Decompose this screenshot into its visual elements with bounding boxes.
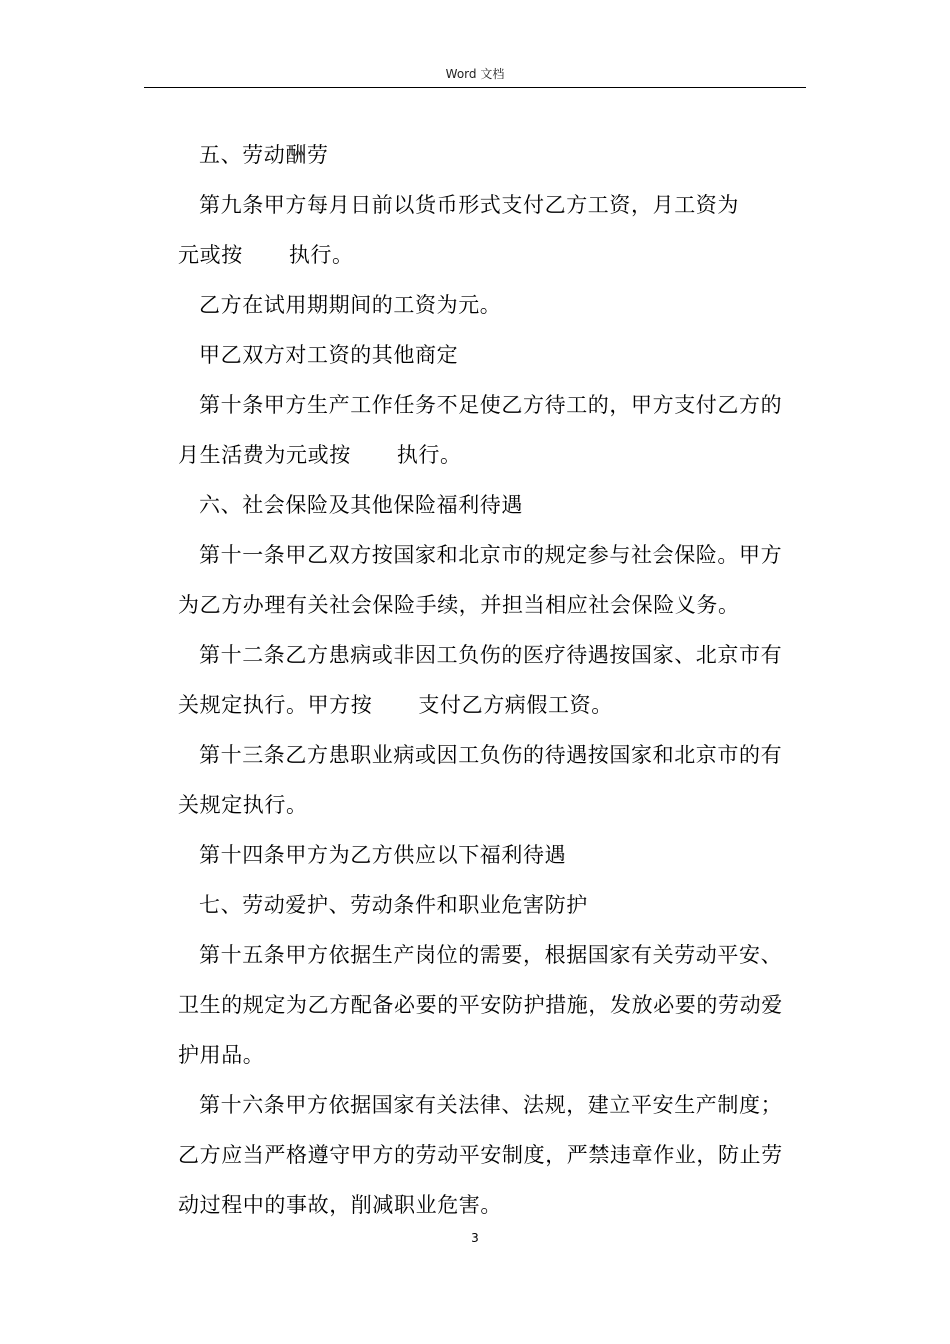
article-9: 第九条甲方每月日前以货币形式支付乙方工资，月工资为 bbox=[199, 193, 739, 217]
article-15-cont-2: 护用品。 bbox=[178, 1043, 265, 1067]
article-10-cont: 月生活费为元或按 执行。 bbox=[178, 443, 462, 467]
article-12: 第十二条乙方患病或非因工负伤的医疗待遇按国家、北京市有 bbox=[199, 643, 783, 667]
article-11: 第十一条甲乙双方按国家和北京市的规定参与社会保险。甲方 bbox=[199, 543, 783, 567]
other-wage-agreement: 甲乙双方对工资的其他商定 bbox=[199, 343, 459, 367]
article-9-cont: 元或按 执行。 bbox=[178, 243, 354, 267]
article-13: 第十三条乙方患职业病或因工负伤的待遇按国家和北京市的有 bbox=[199, 743, 783, 767]
article-15-cont-1: 卫生的规定为乙方配备必要的平安防护措施，发放必要的劳动爱 bbox=[178, 993, 783, 1017]
article-11-cont: 为乙方办理有关社会保险手续，并担当相应社会保险义务。 bbox=[178, 593, 740, 617]
page-number: 3 bbox=[471, 1231, 479, 1245]
article-16-cont-2: 动过程中的事故，削减职业危害。 bbox=[178, 1193, 502, 1217]
document-body bbox=[178, 130, 810, 1230]
article-16-cont-1: 乙方应当严格遵守甲方的劳动平安制度，严禁违章作业，防止劳 bbox=[178, 1143, 783, 1167]
article-16: 第十六条甲方依据国家有关法律、法规，建立平安生产制度； bbox=[199, 1093, 783, 1117]
section-heading-7: 七、劳动爱护、劳动条件和职业危害防护 bbox=[199, 893, 588, 917]
article-13-cont: 关规定执行。 bbox=[178, 793, 308, 817]
article-12-cont: 关规定执行。甲方按 支付乙方病假工资。 bbox=[178, 693, 613, 717]
probation-wage: 乙方在试用期期间的工资为元。 bbox=[199, 293, 502, 317]
header-divider bbox=[144, 87, 806, 88]
page-header: Word 文档 bbox=[445, 67, 505, 81]
section-heading-6: 六、社会保险及其他保险福利待遇 bbox=[199, 493, 523, 517]
article-14: 第十四条甲方为乙方供应以下福利待遇 bbox=[199, 843, 567, 867]
article-15: 第十五条甲方依据生产岗位的需要，根据国家有关劳动平安、 bbox=[199, 943, 783, 967]
article-10: 第十条甲方生产工作任务不足使乙方待工的，甲方支付乙方的 bbox=[199, 393, 783, 417]
section-heading-5: 五、劳动酬劳 bbox=[199, 143, 329, 167]
